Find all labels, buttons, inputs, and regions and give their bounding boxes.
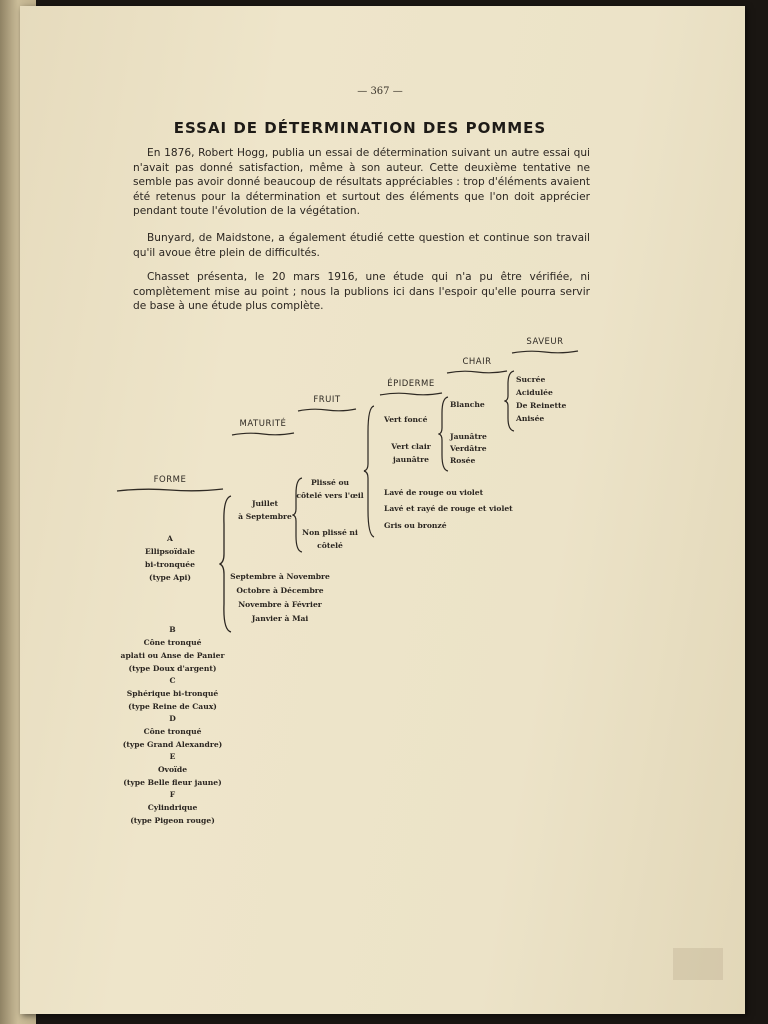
forme-d-line2: (type Grand Alexandre) (122, 740, 223, 749)
header-saveur (510, 337, 580, 355)
epiderme-5: Gris ou bronzé (384, 521, 447, 530)
header-maturite-label: MATURITÉ (239, 419, 287, 429)
forme-e-line1: Ovoïde (157, 765, 188, 774)
forme-e (115, 750, 230, 789)
paragraph-1: En 1876, Robert Hogg, publia un essai de détermination suivant un autre essai qui n'avait pas donné satisfaction, même à son auteur. Cette deuxième tentative ne semble pas avoir donné beaucoup de résultats appréciables : trop d'éléments avaient été retenus pour la détermination et surtout des éléments que l'on doit apprécier pendant toute l'évolution de la végétation. (133, 147, 590, 218)
underline-epiderme (378, 391, 444, 397)
page-number: — 367 — (357, 86, 403, 97)
forme-a-line1: Ellipsoïdale (145, 547, 195, 556)
forme-d (115, 712, 230, 751)
fruit-2-line1: Non plissé ni (302, 528, 358, 537)
forme-a-line3: (type Api) (149, 573, 191, 582)
header-fruit-label: FRUIT (313, 395, 341, 405)
chair-2: Jaunâtre (450, 432, 487, 441)
underline-saveur (510, 349, 580, 355)
fruit-2 (294, 526, 366, 552)
fruit-2-line2: côtelé (317, 541, 343, 550)
header-forme-label: FORME (153, 475, 187, 485)
forme-c-line1: Sphérique bi-tronqué (126, 689, 219, 698)
forme-f (115, 788, 230, 827)
header-chair-label: CHAIR (462, 357, 492, 367)
maturite-1-line2: à Septembre (238, 512, 292, 521)
epiderme-2 (378, 440, 444, 466)
header-forme (115, 475, 225, 493)
forme-a-letter: A (167, 534, 173, 543)
paragraph-2: Bunyard, de Maidstone, a également étudié cette question et continue son travail qu'il avoue être plein de difficultés. (133, 232, 590, 259)
forme-b-line2: aplati ou Anse de Panier (120, 651, 225, 660)
forme-b (110, 623, 235, 675)
forme-f-line1: Cylindrique (147, 803, 198, 812)
page-corner-mark (673, 948, 723, 980)
header-chair (445, 357, 509, 375)
epiderme-4: Lavé et rayé de rouge et violet (384, 504, 513, 513)
brace-fruit (363, 404, 377, 539)
maturite-1-line1: Juillet (251, 499, 279, 508)
forme-b-line3: (type Doux d'argent) (128, 664, 217, 673)
forme-d-letter: D (169, 714, 176, 723)
fruit-1 (294, 476, 366, 502)
fruit-1-line2: côtelé vers l'œil (296, 491, 364, 500)
underline-maturite (230, 431, 296, 437)
chair-3: Verdâtre (450, 444, 487, 453)
forme-b-line1: Cône tronqué (143, 638, 202, 647)
forme-c-letter: C (169, 676, 176, 685)
brace-epiderme (438, 395, 450, 473)
brace-chair (504, 369, 516, 433)
page-title: ESSAI DE DÉTERMINATION DES POMMES (173, 119, 547, 137)
maturite-1 (230, 497, 300, 523)
header-epiderme (378, 379, 444, 397)
forme-c-line2: (type Reine de Caux) (128, 702, 217, 711)
forme-e-line2: (type Belle fleur jaune) (123, 778, 222, 787)
header-epiderme-label: ÉPIDERME (387, 379, 435, 389)
underline-chair (445, 369, 509, 375)
epiderme-1: Vert foncé (384, 415, 428, 424)
paragraph-3: Chasset présenta, le 20 mars 1916, une étude qui n'a pu être vérifiée, ni complètement mise au point ; nous la publions ici dans l'espoir qu'elle pourra servir de base à une étude plus complète. (133, 271, 590, 313)
fruit-1-line1: Plissé ou (310, 478, 350, 487)
forme-b-letter: B (169, 625, 176, 634)
underline-fruit (296, 407, 358, 413)
maturite-3: Octobre à Décembre (236, 586, 324, 595)
forme-c (115, 674, 230, 713)
epiderme-3: Lavé de rouge ou violet (384, 488, 484, 497)
forme-f-letter: F (169, 790, 176, 799)
forme-a (115, 532, 225, 584)
forme-a-line2: bi-tronquée (145, 560, 195, 569)
saveur-1: Sucrée (516, 375, 546, 384)
saveur-3: De Reinette (516, 401, 567, 410)
header-saveur-label: SAVEUR (526, 337, 564, 347)
chair-1: Blanche (450, 400, 485, 409)
epiderme-2-line1: Vert clair (391, 442, 431, 451)
forme-e-letter: E (169, 752, 176, 761)
maturite-2: Septembre à Novembre (230, 572, 330, 581)
forme-d-line1: Cône tronqué (143, 727, 202, 736)
epiderme-2-line2: jaunâtre (393, 455, 429, 464)
book-page (20, 6, 745, 1014)
saveur-4: Anisée (516, 414, 545, 423)
maturite-5: Janvier à Mai (251, 614, 309, 623)
forme-f-line2: (type Pigeon rouge) (130, 816, 215, 825)
underline-forme (115, 487, 225, 493)
header-maturite (230, 419, 296, 437)
chair-4: Rosée (450, 456, 476, 465)
maturite-4: Novembre à Février (238, 600, 322, 609)
saveur-2: Acidulée (516, 388, 553, 397)
header-fruit (296, 395, 358, 413)
